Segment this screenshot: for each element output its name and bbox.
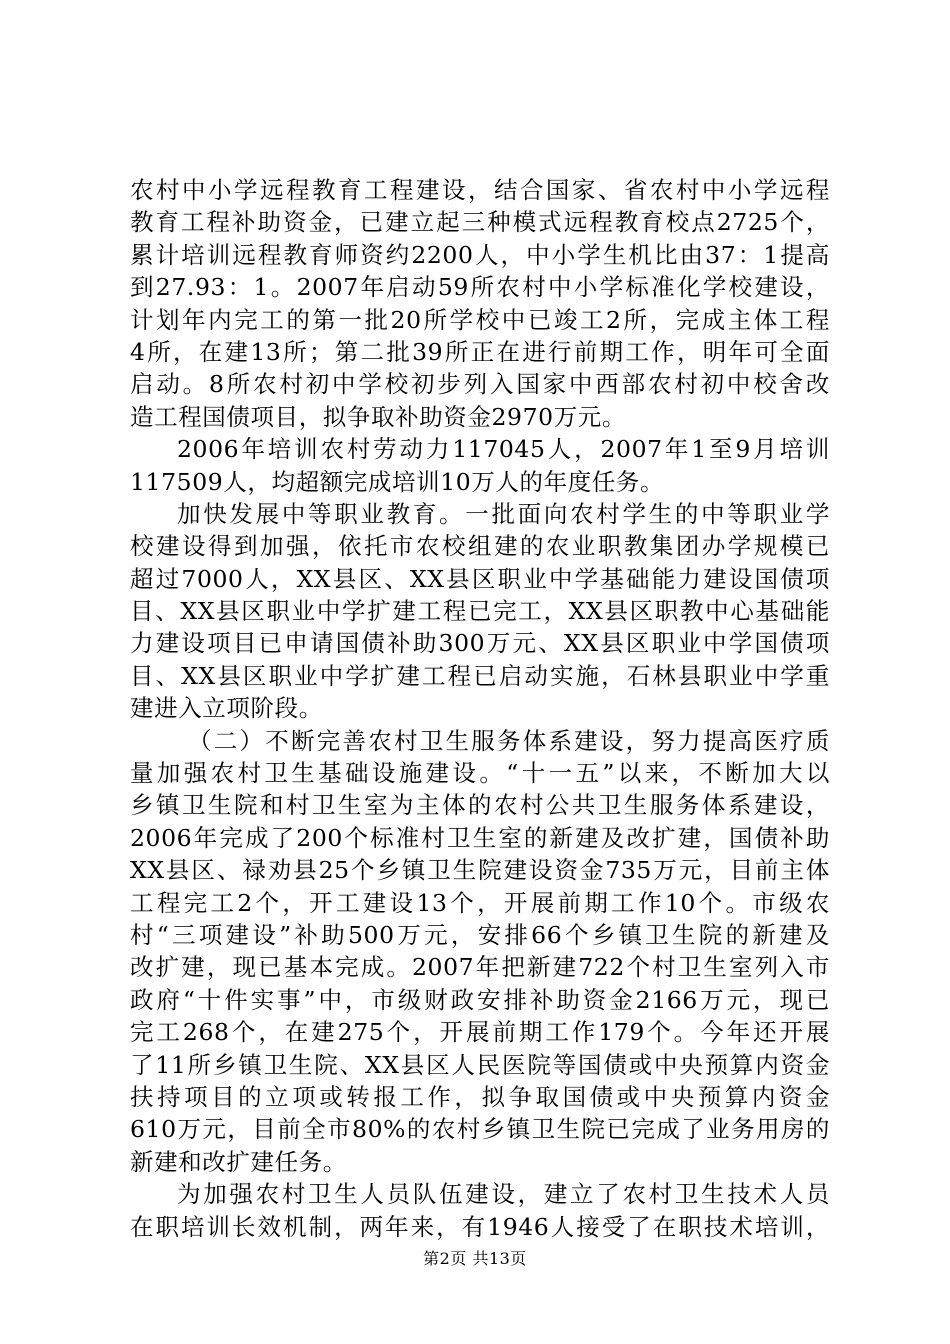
text-line: 2006年完成了200个标准村卫生室的新建及改扩建，国债补助 [130,823,830,852]
text-line: 加快发展中等职业教育。一批面向农村学生的中等职业学 [177,499,830,528]
paragraph-rural-education [130,174,830,433]
paragraph-health-staff [130,1178,830,1243]
text-line: 完工268个，在建275个，开展前期工作179个。今年还开展 [130,1018,830,1047]
text-line: 造工程国债项目，拟争取补助资金2970万元。 [130,402,627,431]
page-number-label: 第2页 共13页 [423,1249,527,1268]
text-line: 新建和改扩建任务。 [130,1147,347,1176]
text-line: 校建设得到加强，依托市农校组建的农业职教集团办学规模已 [130,532,830,561]
text-line: 政府“十件实事”中，市级财政安排补助资金2166万元，现已 [130,985,830,1014]
document-body [130,174,830,1243]
text-line: 目、XX县区职业中学扩建工程已完工，XX县区职教中心基础能 [130,597,830,626]
text-line: （二）不断完善农村卫生服务体系建设，努力提高医疗质 [188,726,830,755]
text-line: 改扩建，现已基本完成。2007年把新建722个村卫生室列入市 [130,953,830,982]
text-line: 超过7000人，XX县区、XX县区职业中学基础能力建设国债项 [130,564,830,593]
text-line: 目、XX县区职业中学扩建工程已启动实施，石林县职业中学重 [130,661,830,690]
text-line: 610万元，目前全市80%的农村乡镇卫生院已完成了业务用房的 [130,1115,830,1144]
text-line: 教育工程补助资金，已建立起三种模式远程教育校点2725个， [130,208,830,237]
text-line: 了11所乡镇卫生院、XX县区人民医院等国债或中央预算内资金 [130,1050,830,1079]
paragraph-labor-training [130,433,830,498]
text-line: 农村中小学远程教育工程建设，结合国家、省农村中小学远程 [130,176,830,204]
text-line: 扶持项目的立项或转报工作，拟争取国债或中央预算内资金 [130,1082,830,1111]
text-line: 建进入立项阶段。 [130,694,323,723]
text-line: 计划年内完工的第一批20所学校中已竣工2所，完成主体工程 [130,305,830,334]
text-line: 乡镇卫生院和村卫生室为主体的农村公共卫生服务体系建设， [130,791,830,820]
text-line: 力建设项目已申请国债补助300万元、XX县区职业中学国债项 [130,629,830,658]
paragraph-rural-health [130,725,830,1178]
text-line: 工程完工2个，开工建设13个，开展前期工作10个。市级农 [130,888,830,917]
text-line: 为加强农村卫生人员队伍建设，建立了农村卫生技术人员 [177,1180,830,1209]
text-line: 在职培训长效机制，两年来，有1946人接受了在职技术培训， [130,1212,830,1241]
text-line: 累计培训远程教育师资约2200人，中小学生机比由37：1提高 [130,240,830,269]
text-line: 2006年培训农村劳动力117045人，2007年1至9月培训 [177,435,830,464]
paragraph-vocational-education [130,498,830,725]
text-line: 启动。8所农村初中学校初步列入国家中西部农村初中校舍改 [130,370,830,399]
text-line: 4所，在建13所；第二批39所正在进行前期工作，明年可全面 [130,337,830,366]
text-line: 117509人，均超额完成培训10万人的年度任务。 [130,467,665,496]
text-line: 到27.93：1。2007年启动59所农村中小学标准化学校建设， [130,273,830,302]
text-line: 村“三项建设”补助500万元，安排66个乡镇卫生院的新建及 [130,920,830,949]
text-line: XX县区、禄劝县25个乡镇卫生院建设资金735万元，目前主体 [130,856,830,885]
page-footer [0,1246,950,1269]
text-line: 量加强农村卫生基础设施建设。“十一五”以来，不断加大以 [130,759,830,788]
